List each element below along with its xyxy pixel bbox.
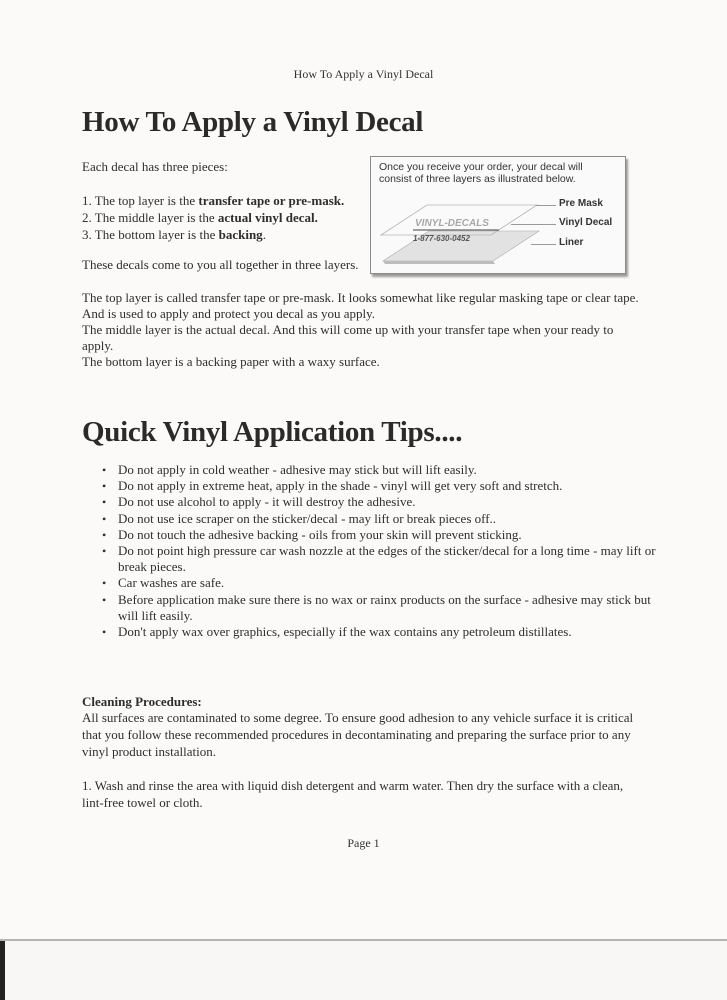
layers-together-text: These decals come to you all together in three layers. xyxy=(82,257,359,272)
cleaning-step-1-line-1: 1. Wash and rinse the area with liquid dish detergent and warm water. Then dry the surface with a clean, xyxy=(82,778,624,793)
layer-item-2: 2. The middle layer is the actual vinyl decal. xyxy=(82,210,318,225)
document-page-2-top xyxy=(0,941,727,1000)
intro-text: Each decal has three pieces: xyxy=(82,159,228,174)
figure-caption: Once you receive your order, your decal will consist of three layers as illustrated below. xyxy=(379,161,583,185)
liner-label: Liner xyxy=(559,237,584,248)
cleaning-body-line-3: vinyl product installation. xyxy=(82,744,216,759)
cleaning-body-line-1: All surfaces are contaminated to some degree. To ensure good adhesion to any vehicle surface it is critical xyxy=(82,710,634,725)
page-number: Page 1 xyxy=(347,836,380,850)
decal-layers-figure xyxy=(370,156,626,274)
tip-item: • Before application make sure there is no wax or rainx products on the surface - adhesive may stick but will lift easily. xyxy=(100,592,660,624)
running-header: How To Apply a Vinyl Decal xyxy=(293,67,434,81)
svg-text:VINYL-DECALS: VINYL-DECALS xyxy=(415,218,489,229)
tip-item: • Don't apply wax over graphics, especially if the wax contains any petroleum distillates. xyxy=(100,624,660,640)
cleaning-body-line-2: that you follow these recommended procedures in decontaminating and preparing the surface prior to any xyxy=(82,727,631,742)
tip-item: • Do not apply in cold weather - adhesive may stick but will lift easily. xyxy=(100,462,660,478)
tips-list xyxy=(100,462,660,640)
explanation-line-1: The top layer is called transfer tape or pre-mask. It looks somewhat like regular masking tape or clear tape. xyxy=(82,290,639,305)
cleaning-heading: Cleaning Procedures: xyxy=(82,694,202,709)
main-heading: How To Apply a Vinyl Decal xyxy=(82,106,424,138)
pre-mask-leader-line xyxy=(536,205,556,206)
tip-item: • Do not use alcohol to apply - it will destroy the adhesive. xyxy=(100,494,660,510)
vinyl-decal-label: Vinyl Decal xyxy=(559,217,613,228)
tip-item: • Do not point high pressure car wash nozzle at the edges of the sticker/decal for a long time - may lift or break pieces. xyxy=(100,543,660,575)
tip-item: • Do not apply in extreme heat, apply in the shade - vinyl will get very soft and stretch. xyxy=(100,478,660,494)
explanation-line-5: The bottom layer is a backing paper with a waxy surface. xyxy=(82,354,380,369)
vinyl-decal-leader-line xyxy=(511,224,556,225)
decal-layers-illustration xyxy=(371,157,627,275)
layer-item-1: 1. The top layer is the transfer tape or pre-mask. xyxy=(82,193,345,208)
pre-mask-label: Pre Mask xyxy=(559,198,603,209)
cleaning-step-1-line-2: lint-free towel or cloth. xyxy=(82,795,203,810)
liner-leader-line xyxy=(531,244,556,245)
explanation-line-3: The middle layer is the actual decal. And this will come up with your transfer tape when your ready to xyxy=(82,322,614,337)
explanation-line-4: apply. xyxy=(82,338,114,353)
tip-item: • Car washes are safe. xyxy=(100,575,660,591)
scan-edge-shadow xyxy=(0,941,5,1000)
tip-item: • Do not use ice scraper on the sticker/decal - may lift or break pieces off.. xyxy=(100,511,660,527)
explanation-line-2: And is used to apply and protect you decal as you apply. xyxy=(82,306,376,321)
layer-item-3: 3. The bottom layer is the backing. xyxy=(82,227,266,242)
tip-item: • Do not touch the adhesive backing - oils from your skin will prevent sticking. xyxy=(100,527,660,543)
tips-heading: Quick Vinyl Application Tips.... xyxy=(82,416,463,448)
svg-text:1-877-630-0452: 1-877-630-0452 xyxy=(413,234,470,243)
